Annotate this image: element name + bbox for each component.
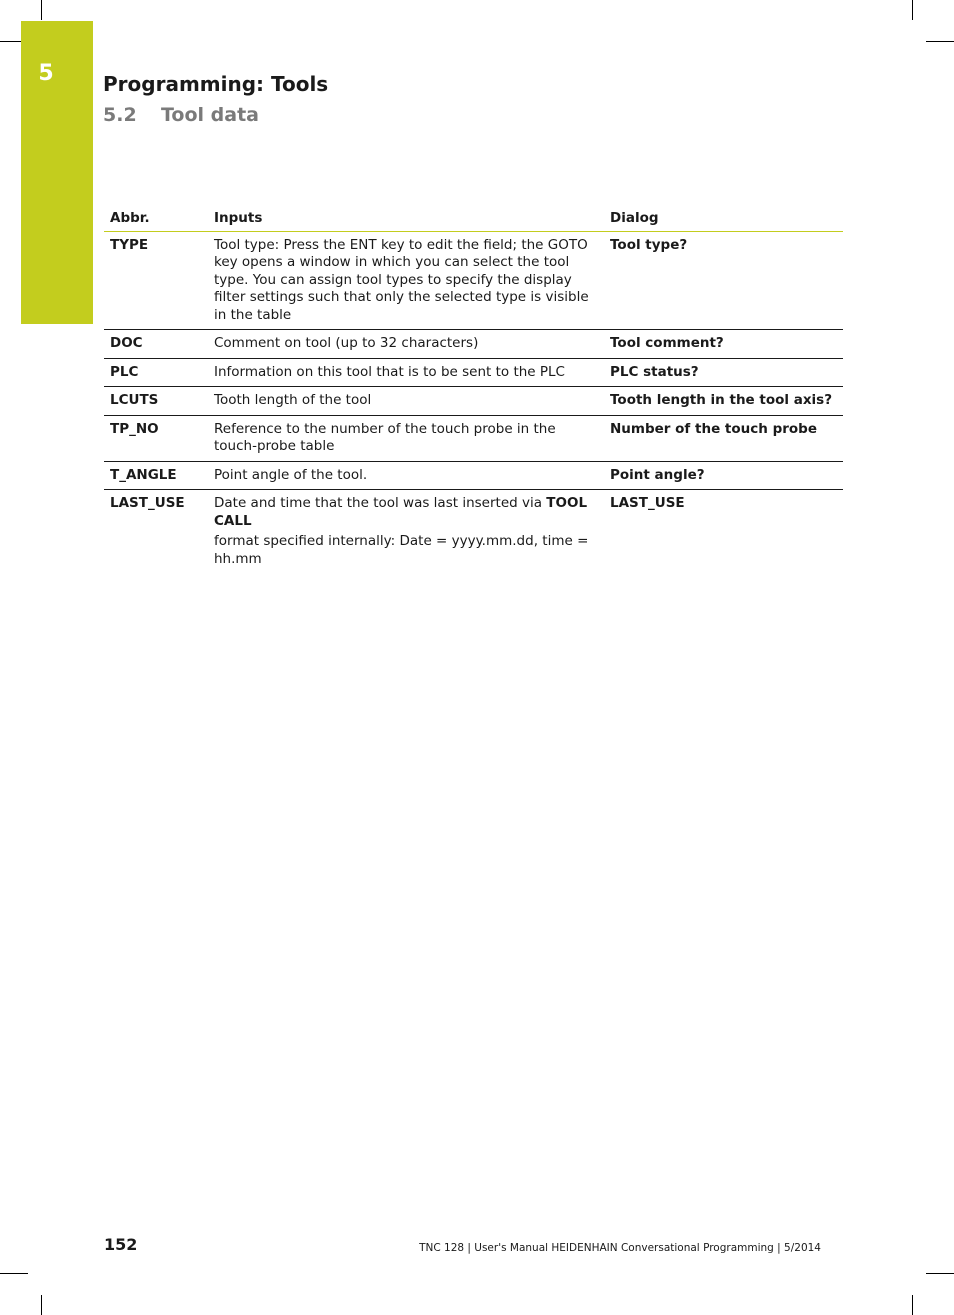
crop-mark <box>912 1295 913 1315</box>
section-title: Tool data <box>161 104 259 126</box>
inputs-keyword: TOOL CALL <box>214 495 588 529</box>
dialog-cell: Point angle? <box>604 461 843 490</box>
page-number: 152 <box>104 1235 138 1254</box>
header-abbr: Abbr. <box>104 206 208 231</box>
abbr-cell: TYPE <box>104 231 208 330</box>
table-row <box>104 387 843 416</box>
crop-mark <box>41 1295 42 1315</box>
table-row <box>104 330 843 359</box>
chapter-number: 5 <box>38 61 54 86</box>
inputs-cell: Comment on tool (up to 32 characters) <box>208 330 604 359</box>
dialog-cell: Tool comment? <box>604 330 843 359</box>
abbr-cell: LCUTS <box>104 387 208 416</box>
section-number: 5.2 <box>103 104 137 126</box>
header-inputs: Inputs <box>208 206 604 231</box>
inputs-text: Date and time that the tool was last inserted via <box>214 495 547 511</box>
chapter-tab <box>21 21 93 324</box>
table-row <box>104 358 843 387</box>
crop-mark <box>41 0 42 20</box>
abbr-cell: TP_NO <box>104 415 208 461</box>
inputs-cell: Reference to the number of the touch probe in the touch-probe table <box>208 415 604 461</box>
header-dialog: Dialog <box>604 206 843 231</box>
crop-mark <box>926 41 954 42</box>
inputs-extra-text: format specified internally: Date = yyyy.mm.dd, time = hh.mm <box>214 533 589 567</box>
table-header-row <box>104 206 843 231</box>
chapter-title: Programming: Tools <box>103 72 329 96</box>
dialog-cell: Tooth length in the tool axis? <box>604 387 843 416</box>
table-row <box>104 461 843 490</box>
tool-data-table <box>104 206 843 573</box>
dialog-cell: Tool type? <box>604 231 843 330</box>
section-heading <box>103 104 259 126</box>
footer-text: TNC 128 | User's Manual HEIDENHAIN Conversational Programming | 5/2014 <box>419 1242 821 1254</box>
inputs-cell <box>208 490 604 574</box>
abbr-cell: LAST_USE <box>110 495 185 511</box>
dialog-cell: LAST_USE <box>610 495 685 511</box>
inputs-cell: Information on this tool that is to be sent to the PLC <box>208 358 604 387</box>
crop-mark <box>0 1273 28 1274</box>
table-row <box>104 490 843 574</box>
crop-mark <box>912 0 913 20</box>
dialog-cell: Number of the touch probe <box>604 415 843 461</box>
abbr-cell: DOC <box>104 330 208 359</box>
table-row <box>104 231 843 330</box>
table-row <box>104 415 843 461</box>
inputs-cell: Tool type: Press the ENT key to edit the field; the GOTO key opens a window in which you can select the tool type. You can assign tool types to specify the display filter settings such that only the selected type is visible in the table <box>208 231 604 330</box>
inputs-cell: Point angle of the tool. <box>208 461 604 490</box>
abbr-cell: T_ANGLE <box>104 461 208 490</box>
crop-mark <box>926 1273 954 1274</box>
dialog-cell: PLC status? <box>604 358 843 387</box>
inputs-cell: Tooth length of the tool <box>208 387 604 416</box>
abbr-cell: PLC <box>104 358 208 387</box>
